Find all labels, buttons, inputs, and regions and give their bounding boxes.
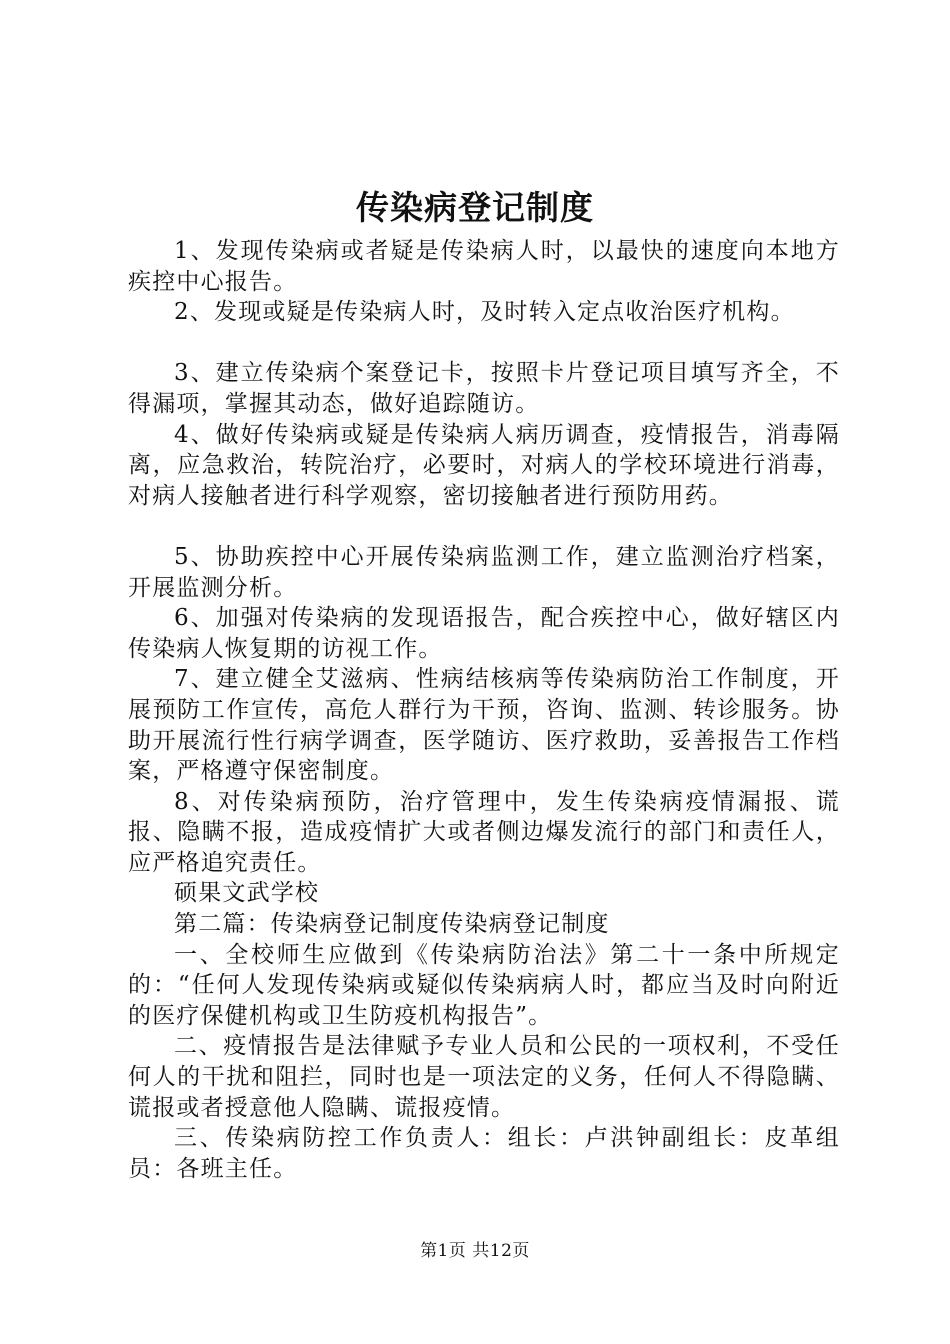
page-footer: 第1页 共12页 — [420, 1241, 530, 1261]
paragraph-8: 8、对传染病预防，治疗管理中，发生传染病疫情漏报、谎报、隐瞒不报，造成疫情扩大或者侧边爆发流行的部门和责任人，应严格追究责任。 — [128, 788, 840, 876]
paragraph-section2-1: 一、全校师生应做到《传染病防治法》第二十一条中所规定的：“任何人发现传染病或疑似传染病病人时，都应当及时向附近的医疗保健机构或卫生防疫机构报告”。 — [128, 941, 840, 1029]
paragraph-1: 1、发现传染病或者疑是传染病人时，以最快的速度向本地方疾控中心报告。 — [128, 238, 840, 295]
document-title: 传染病登记制度 — [356, 188, 594, 227]
document-body — [128, 236, 840, 1184]
paragraph-7: 7、建立健全艾滋病、性病结核病等传染病防治工作制度，开展预防工作宣传，高危人群行为干预，咨询、监测、转诊服务。协助开展流行性行病学调查，医学随访、医疗救助，妥善报告工作档案，严格遵守保密制度。 — [128, 666, 840, 785]
paragraph-2: 2、发现或疑是传染病人时，及时转入定点收治医疗机构。 — [174, 299, 795, 326]
paragraph-section2-2: 二、疫情报告是法律赋予专业人员和公民的一项权利，不受任何人的干扰和阻拦，同时也是一项法定的义务，任何人不得隐瞒、谎报或者授意他人隐瞒、谎报疫情。 — [128, 1033, 840, 1121]
paragraph-3: 3、建立传染病个案登记卡，按照卡片登记项目填写齐全，不得漏项，掌握其动态，做好追踪随访。 — [128, 360, 840, 417]
section-heading-2: 第二篇：传染病登记制度传染病登记制度 — [174, 911, 610, 938]
school-name: 硕果文武学校 — [174, 880, 320, 907]
paragraph-section2-3: 三、传染病防控工作负责人：组长：卢洪钟副组长：皮革组员：各班主任。 — [128, 1125, 840, 1182]
paragraph-6: 6、加强对传染病的发现语报告，配合疾控中心，做好辖区内传染病人恢复期的访视工作。 — [128, 605, 840, 662]
paragraph-4: 4、做好传染病或疑是传染病人病历调查，疫情报告，消毒隔离，应急救治，转院治疗，必要时，对病人的学校环境进行消毒，对病人接触者进行科学观察，密切接触者进行预防用药。 — [128, 421, 840, 509]
paragraph-5: 5、协助疾控中心开展传染病监测工作，建立监测治疗档案，开展监测分析。 — [128, 543, 840, 601]
